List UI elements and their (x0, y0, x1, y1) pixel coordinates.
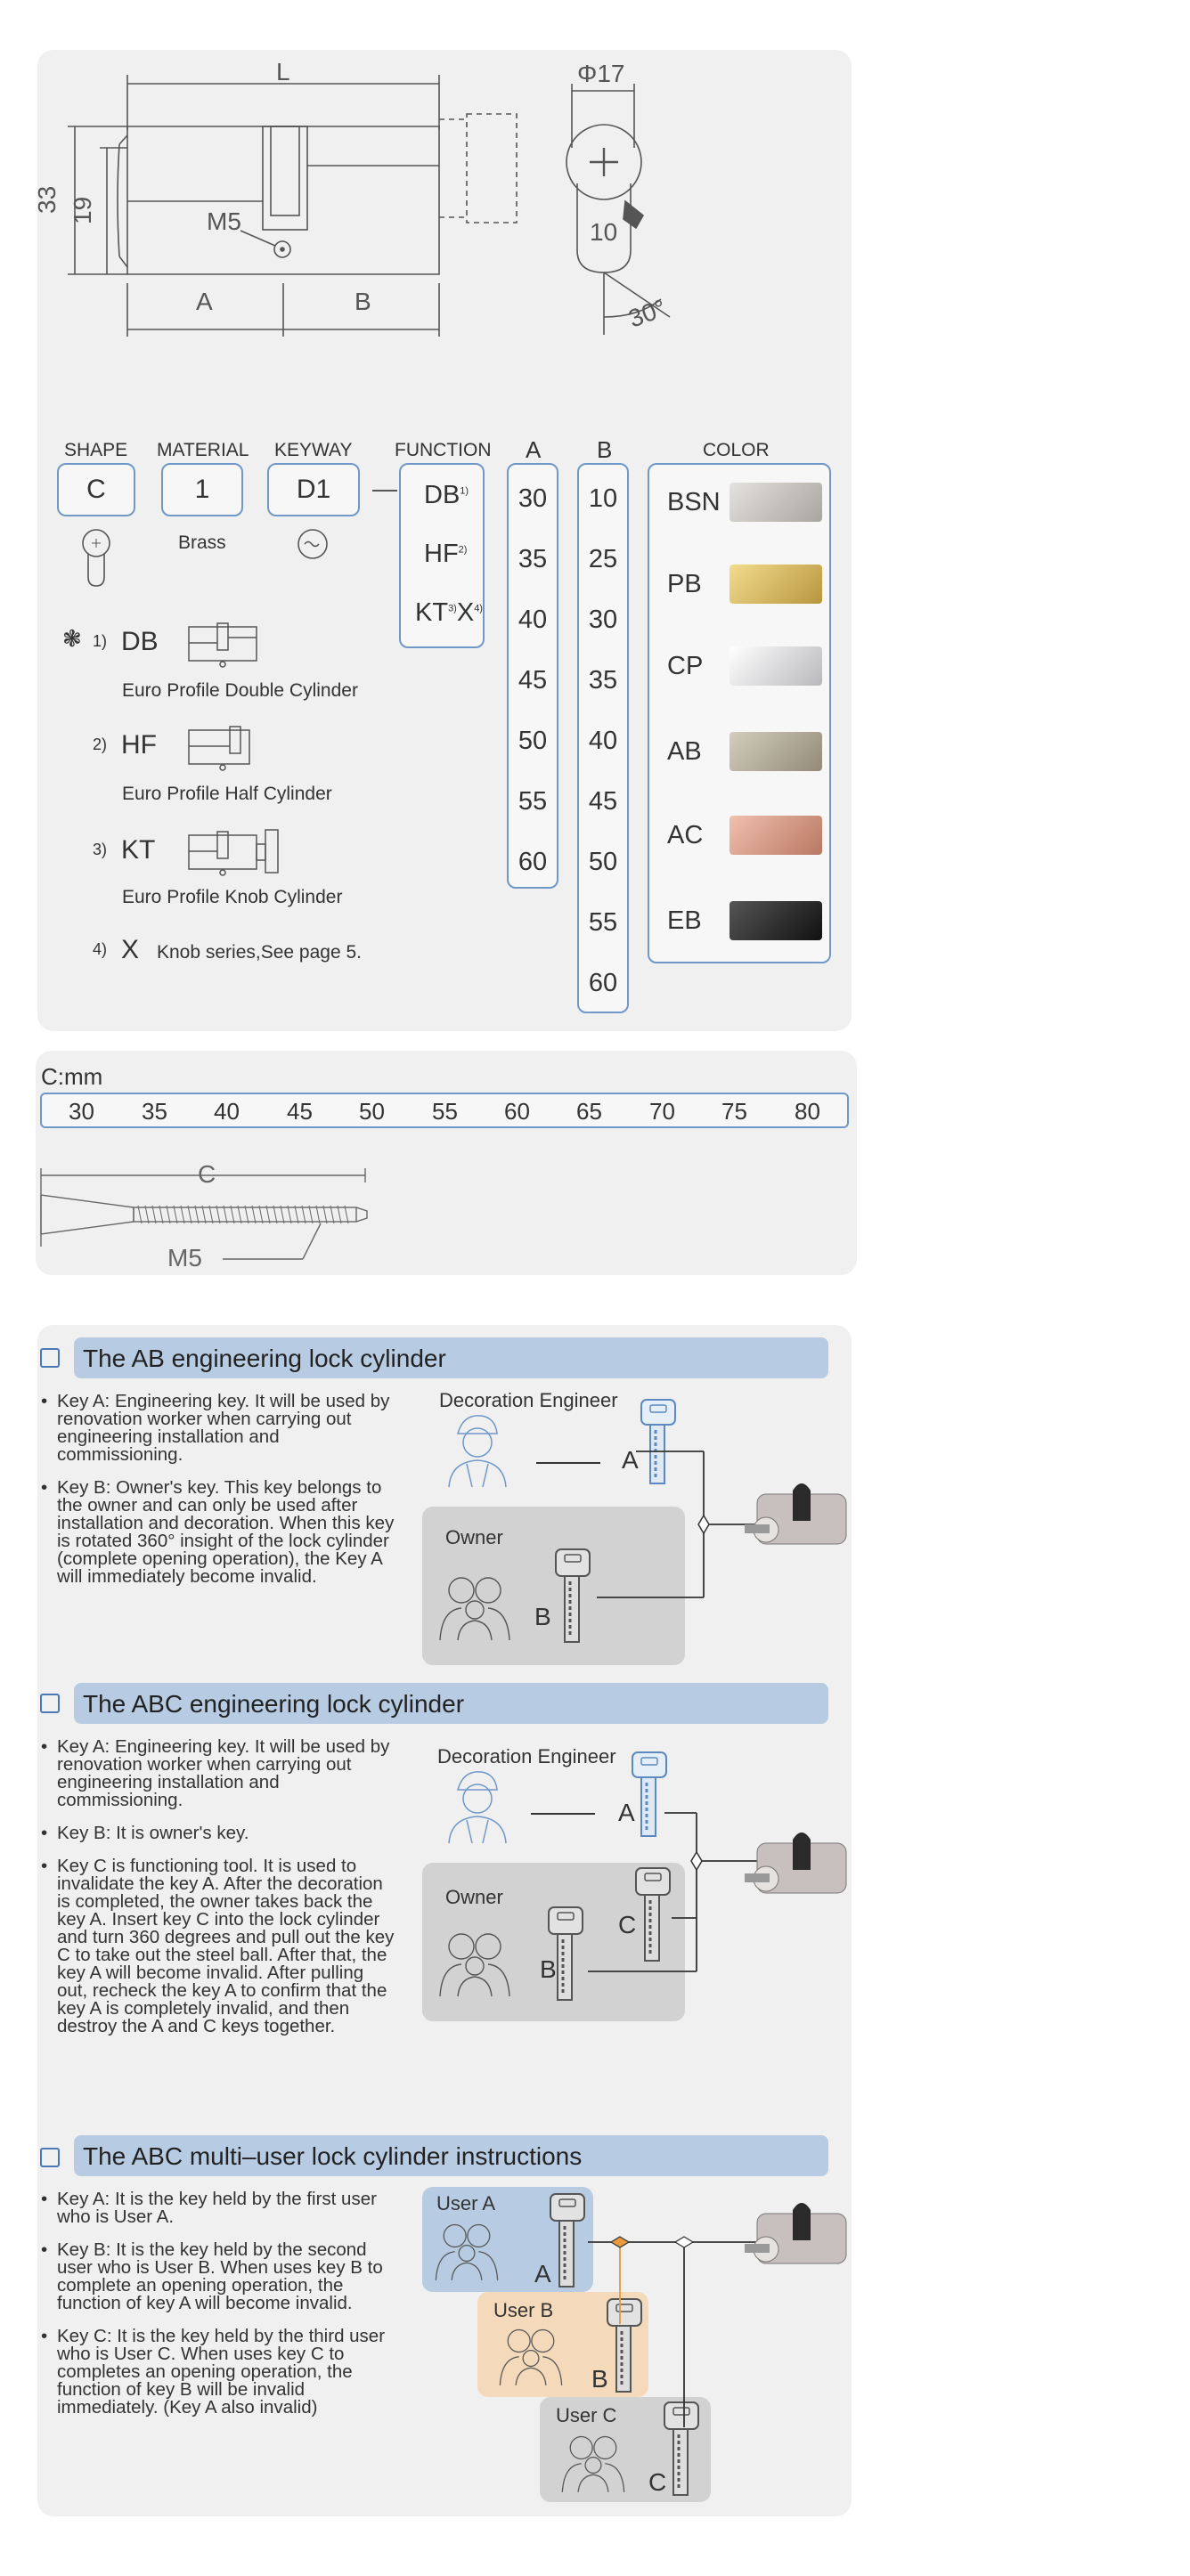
user-b-key-label: B (591, 2365, 608, 2393)
type-desc: Euro Profile Half Cylinder (122, 784, 332, 804)
ab-lock-cylinder-image (748, 1467, 855, 1574)
function-hf: HF$^{2)}$ (424, 540, 468, 568)
color-swatch-cp (729, 646, 822, 686)
ab-engineer-label: Decoration Engineer (439, 1389, 618, 1411)
user-a-label: User A (436, 2192, 496, 2214)
type-code: KT (121, 835, 156, 865)
scale-value: 80 (795, 1098, 820, 1125)
type-mark: 3) (93, 841, 108, 858)
b-value: 50 (588, 848, 618, 876)
color-swatch-ab (729, 732, 822, 771)
abc-key-c-label: C (618, 1911, 637, 1938)
a-value: 35 (518, 545, 548, 573)
engineer-person-icon (436, 1765, 517, 1845)
cylinder-dimension-drawing (33, 50, 852, 344)
material-value: 1 (194, 475, 210, 504)
user-c-label: User C (556, 2404, 617, 2426)
dim-10: 10 (590, 218, 618, 246)
ab-bullet: • Key A: Engineering key. It will be used by renovation worker when carrying out engineering installation and commissioning. (41, 1393, 397, 1464)
screw-unit-label: C:mm (41, 1063, 103, 1090)
scale-value: 75 (721, 1098, 747, 1125)
user-a-key-label: A (534, 2260, 551, 2288)
dim-B: B (355, 288, 371, 315)
scale-value: 40 (214, 1098, 240, 1125)
type-code: X (121, 935, 140, 964)
ab-title: The AB engineering lock cylinder (83, 1345, 446, 1372)
screw-drawing (36, 1149, 410, 1273)
abc-key-a-label: A (618, 1799, 635, 1826)
header-function: FUNCTION (395, 440, 492, 460)
material-name: Brass (178, 532, 226, 553)
abc-description (41, 1738, 397, 2051)
b-value: 60 (588, 969, 618, 997)
type-mark: 2) (93, 735, 108, 753)
dim-30-degree: 30° (624, 294, 670, 333)
color-code: EB (667, 906, 702, 935)
a-value: 40 (518, 605, 548, 634)
screw-length-scale (40, 1093, 849, 1128)
abc-connector-lines (579, 1808, 766, 1986)
abc-title: The ABC engineering lock cylinder (83, 1690, 465, 1718)
abc-section-header (74, 1683, 828, 1724)
abc-bullet: • Key A: Engineering key. It will be used by renovation worker when carrying out engineering installation and commissioning. (41, 1738, 397, 1809)
color-swatch-eb (729, 901, 822, 940)
a-value: 30 (518, 484, 548, 513)
scale-value: 30 (69, 1098, 94, 1125)
type-desc: Euro Profile Knob Cylinder (122, 887, 343, 907)
ab-description (41, 1393, 397, 1601)
b-value: 30 (588, 605, 618, 634)
header-material: MATERIAL (157, 440, 249, 460)
dim-M5: M5 (207, 207, 241, 235)
ab-connector-lines (588, 1442, 766, 1603)
abc-bullet: • Key C is functioning tool. It is used to invalidate the key A. After the decoration is completed, the owner takes back the key A. Insert key C into the lock cylinder and turn 360 degrees and pull out the key C to take out the steel ball. After that, the key A will become invalid. After pulling out, recheck the key A to confirm that the key A is completely invalid, and then destroy the A and C keys together. (41, 1857, 397, 2036)
color-swatch-bsn (729, 483, 822, 522)
multi-bullet: • Key B: It is the key held by the second user who is User B. When uses key B to complete an opening operation, the function of key A will become invalid. (41, 2241, 397, 2312)
multi-section-header (74, 2135, 828, 2176)
b-length-column (577, 463, 629, 1013)
ab-key-a-label: A (622, 1446, 639, 1474)
scale-value: 50 (359, 1098, 385, 1125)
a-value: 55 (518, 787, 548, 816)
dim-A: A (196, 288, 213, 315)
header-b: B (597, 436, 613, 463)
type-desc: Euro Profile Double Cylinder (122, 680, 358, 701)
ab-bullet: • Key B: Owner's key. This key belongs to the owner and can only be used after installation and decoration. When this key is rotated 360° insight of the lock cylinder (complete opening operation), the Key A will immediately become invalid. (41, 1479, 397, 1586)
color-code: BSN (667, 488, 721, 516)
knob-cylinder-icon (185, 825, 283, 878)
screw-dim-C: C (198, 1160, 216, 1188)
scale-value: 70 (649, 1098, 675, 1125)
profile-shape-icon (78, 527, 114, 589)
type-code: DB (121, 627, 159, 656)
color-column (648, 463, 831, 963)
header-keyway: KEYWAY (274, 440, 353, 460)
scale-value: 45 (287, 1098, 313, 1125)
multi-bullet: • Key C: It is the key held by the third user who is User C. When uses key C to completes an opening operation, the function of key B will be invalid immediately. (Key A also invalid) (41, 2328, 397, 2417)
header-shape: SHAPE (64, 440, 128, 460)
scale-value: 60 (504, 1098, 530, 1125)
ab-section-header (74, 1337, 828, 1378)
material-box (161, 463, 243, 516)
function-db: DB$^{1)}$ (424, 481, 469, 509)
scale-value: 65 (576, 1098, 602, 1125)
color-swatch-ac (729, 816, 822, 855)
user-c-people-icon (558, 2429, 629, 2495)
b-value: 10 (588, 484, 618, 513)
b-value: 40 (588, 727, 618, 755)
abc-owner-label: Owner (445, 1886, 503, 1908)
user-b-people-icon (495, 2322, 566, 2388)
type-desc: Knob series,See page 5. (157, 942, 362, 963)
header-color: COLOR (703, 440, 770, 460)
double-cylinder-icon (185, 620, 260, 670)
keyway-icon (296, 527, 330, 561)
b-value: 55 (588, 908, 618, 937)
dim-phi: Φ17 (577, 60, 625, 87)
shape-box (57, 463, 135, 516)
user-b-label: User B (493, 2299, 554, 2321)
dim-L: L (276, 58, 290, 85)
half-cylinder-icon (185, 723, 260, 773)
dim-19: 19 (69, 196, 96, 224)
multi-lock-cylinder-image (748, 2187, 855, 2294)
a-length-column (507, 463, 558, 889)
multi-connector-lines (588, 2217, 766, 2431)
user-a-people-icon (431, 2217, 502, 2283)
type-code: HF (121, 730, 157, 760)
ab-key-b-label: B (534, 1603, 551, 1630)
a-value: 50 (518, 727, 548, 755)
user-a-key-icon (545, 2192, 590, 2290)
note-star-icon: ❃ (62, 625, 82, 652)
color-code: CP (667, 652, 704, 680)
color-code: AB (667, 737, 702, 766)
keyway-value: D1 (296, 475, 331, 504)
owner-family-icon (435, 1927, 515, 1998)
b-value: 45 (588, 787, 618, 816)
ab-owner-label: Owner (445, 1526, 503, 1548)
shape-value: C (86, 475, 106, 504)
engineer-person-icon (436, 1409, 517, 1489)
b-value: 35 (588, 666, 618, 695)
connector-line (372, 490, 397, 492)
a-value: 60 (518, 848, 548, 876)
function-kt-x: $KT^{3)}X^{4)}$ (415, 598, 483, 627)
abc-checkbox-icon (40, 1694, 60, 1713)
keyway-box (267, 463, 360, 516)
scale-value: 55 (432, 1098, 458, 1125)
abc-key-b-label: B (540, 1955, 557, 1983)
owner-family-icon (435, 1571, 515, 1642)
multi-description (41, 2190, 397, 2432)
abc-bullet: • Key B: It is owner's key. (41, 1824, 397, 1842)
color-code: PB (667, 570, 702, 598)
ab-checkbox-icon (40, 1348, 60, 1368)
multi-checkbox-icon (40, 2148, 60, 2167)
scale-value: 35 (142, 1098, 167, 1125)
color-swatch-pb (729, 565, 822, 604)
user-c-key-label: C (648, 2468, 667, 2496)
multi-title: The ABC multi–user lock cylinder instructions (83, 2142, 583, 2170)
abc-lock-cylinder-image (748, 1816, 855, 1923)
abc-engineer-label: Decoration Engineer (437, 1745, 616, 1767)
header-a: A (526, 436, 542, 463)
a-value: 45 (518, 666, 548, 695)
type-mark: 4) (93, 940, 108, 958)
multi-bullet: • Key A: It is the key held by the first user who is User A. (41, 2190, 397, 2226)
dim-33: 33 (33, 185, 61, 214)
type-mark: 1) (93, 632, 108, 650)
function-box (399, 463, 485, 648)
color-code: AC (667, 821, 704, 849)
screw-dim-M5: M5 (167, 1244, 202, 1272)
b-value: 25 (588, 545, 618, 573)
